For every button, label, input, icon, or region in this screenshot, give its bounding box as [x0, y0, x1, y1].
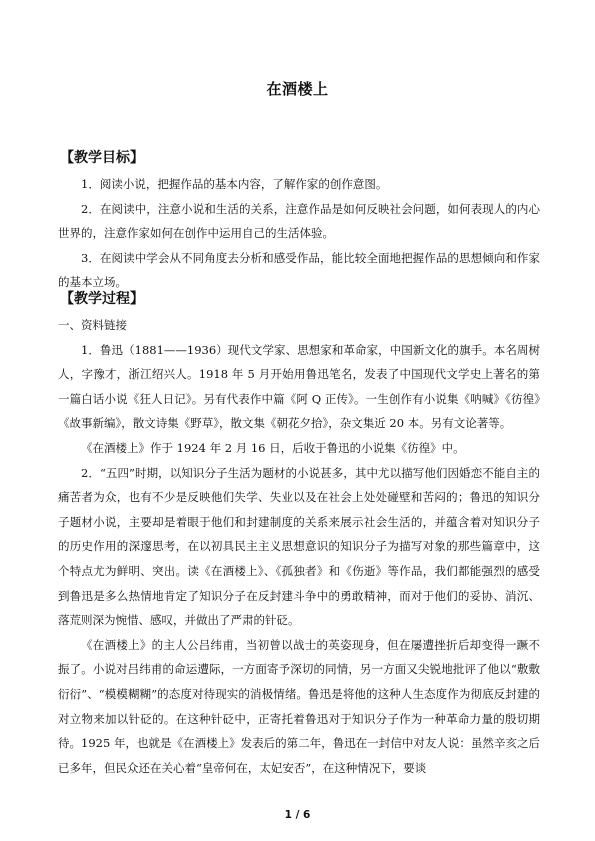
process-heading: 【教学过程】	[60, 291, 144, 307]
sub-heading: 一、资料链接	[58, 318, 127, 332]
goal-item: 2．在阅读中，注意小说和生活的关系，注意作品是如何反映社会问题，如何表现人的内心世界的，注意作家如何在创作中运用自己的生活体验。	[58, 201, 540, 241]
goals-heading: 【教学目标】	[60, 150, 144, 166]
page-number: 1 / 6	[284, 809, 311, 821]
goal-item: 3．在阅读中学会从不同角度去分析和感受作品，能比较全面地把握作品的思想倾向和作家的基本立场。	[58, 250, 540, 290]
paragraph: 《在酒楼上》的主人公吕纬甫，当初曾以战士的英姿现身，但在屡遭挫折后却变得一蹶不振了。小说对吕纬甫的命运遭际，一方面寄予深切的同情，另一方面又尖锐地批评了他以“敷敷衍衍”、“模模糊糊”的态度对待现实的消极情绪。鲁迅是将他的这种人生态度作为彻底反封建的对立物来加以针砭的。在这种针砭中，正寄托着鲁迅对于知识分子作为一种革命力量的殷切期待。1925 年，也就是《在酒楼上》发表后的第二年，鲁迅在一封信中对友人说：虽然辛亥之后已多年，但民众还在关心着“皇帝何在，太妃安否”，在这种情况下，要谈	[58, 637, 540, 775]
goals-list	[58, 172, 540, 295]
paragraph: 《在酒楼上》作于 1924 年 2 月 16 日，后收于鲁迅的小说集《彷徨》中。	[81, 440, 465, 455]
process-body	[58, 313, 540, 780]
document-title: 在酒楼上	[266, 80, 329, 98]
paragraph: 1．鲁迅（1881——1936）现代文学家、思想家和革命家，中国新文化的旗手。本名周树人，字豫才，浙江绍兴人。1918 年 5 月开始用鲁迅笔名，发表了中国现代文学史上著名的第一篇白话小说《狂人日记》。另有代表作中篇《阿 Q 正传》。一生创作有小说集《呐喊》《彷徨》《故事新编》，散文诗集《野草》，散文集《朝花夕拾》，杂文集近 20 本。另有文论著等。	[58, 342, 540, 431]
goal-item: 1．阅读小说，把握作品的基本内容，了解作家的创作意图。	[81, 177, 388, 191]
paragraph: 2．“五四”时期，以知识分子生活为题材的小说甚多，其中尤以描写他们因婚恋不能自主的痛苦者为众，也有不少是反映他们失学、失业以及在社会上处处碰壁和苦闷的；鲁迅的知识分子题材小说，主要却是着眼于他们和封建制度的关系来展示社会生活的，并蕴含着对知识分子的历史作用的深邃思考，在以初具民主主义思想意识的知识分子为描写对象的那些篇章中，这个特点尤为鲜明、突出。读《在酒楼上》、《孤独者》和《伤逝》等作品，我们都能强烈的感受到鲁迅是多么热情地肯定了知识分子在反封建斗争中的勇敢精神，而对于他们的妥协、消沉、落荒则深为惋惜、感叹，并做出了严肃的针砭。	[58, 465, 540, 628]
